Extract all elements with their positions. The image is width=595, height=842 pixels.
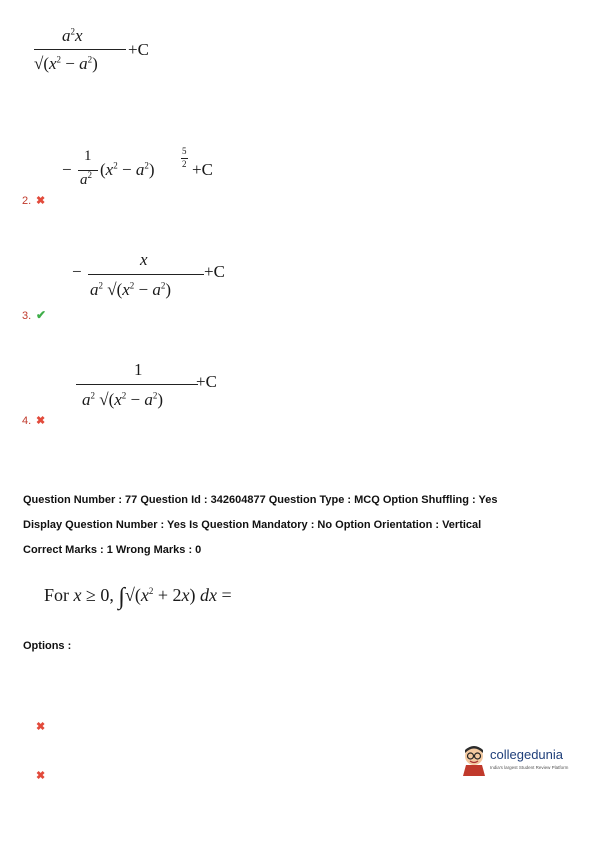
check-icon: ✔ [36,308,47,322]
option-4-numerator: 1 [134,360,143,379]
cross-icon: ✖ [36,721,46,733]
option-2-coef-denominator: $a^2$ [80,170,92,188]
option-4-denominator: $a^2$ $√(x^2 - a^2)$ [82,390,164,409]
option-4-number: 4. [22,415,32,427]
option-3-minus: − [72,262,82,281]
option-2-exp-denominator: 2 [182,159,187,169]
option-2-coef-numerator: 1 [84,148,92,164]
option-3-fraction-bar [88,274,204,275]
option-2-exp-numerator: 5 [182,146,187,156]
mascot-icon [460,744,488,776]
option-1-numerator: $a^2x$ [62,26,83,45]
options-label: Options : [23,640,72,652]
brand-name: collegedunia [490,747,564,762]
option-2-expression [62,142,242,202]
option-1-denominator: $√(x^2 - a^2)$ [34,54,98,73]
option-1-constant: +C [128,40,149,59]
option-2-number: 2. [22,195,32,207]
question-meta-line-3: Correct Marks : 1 Wrong Marks : 0 [23,544,202,556]
cross-icon: ✖ [36,770,46,782]
option-3-expression [72,250,242,316]
option-3-numerator: x [140,250,148,269]
option-2-body: $(x^2 - a^2)$ [100,160,155,179]
option-3-denominator: $a^2$ $√(x^2 - a^2)$ [90,280,172,299]
option-2-constant: +C [192,160,213,179]
cross-icon: ✖ [36,415,46,427]
brand-tagline: India's largest Student Review Platform [490,765,569,770]
question-meta-line-1: Question Number : 77 Question Id : 342604877 Question Type : MCQ Option Shuffling : Yes [23,494,498,506]
option-4-fraction-bar [76,384,198,385]
brand-logo [460,744,582,780]
option-1-fraction-bar [34,49,126,50]
option-3-number: 3. [22,310,32,322]
question-prompt: For x ≥ 0, $\int√(x^2 + 2x)$ dx = [44,584,232,610]
option-4-constant: +C [196,372,217,391]
option-1-expression [30,22,190,92]
option-3-constant: +C [204,262,225,281]
question-meta-line-2: Display Question Number : Yes Is Question Mandatory : No Option Orientation : Vertical [23,519,482,531]
option-4-expression [72,360,242,426]
option-2-minus: − [62,160,72,179]
cross-icon: ✖ [36,195,46,207]
